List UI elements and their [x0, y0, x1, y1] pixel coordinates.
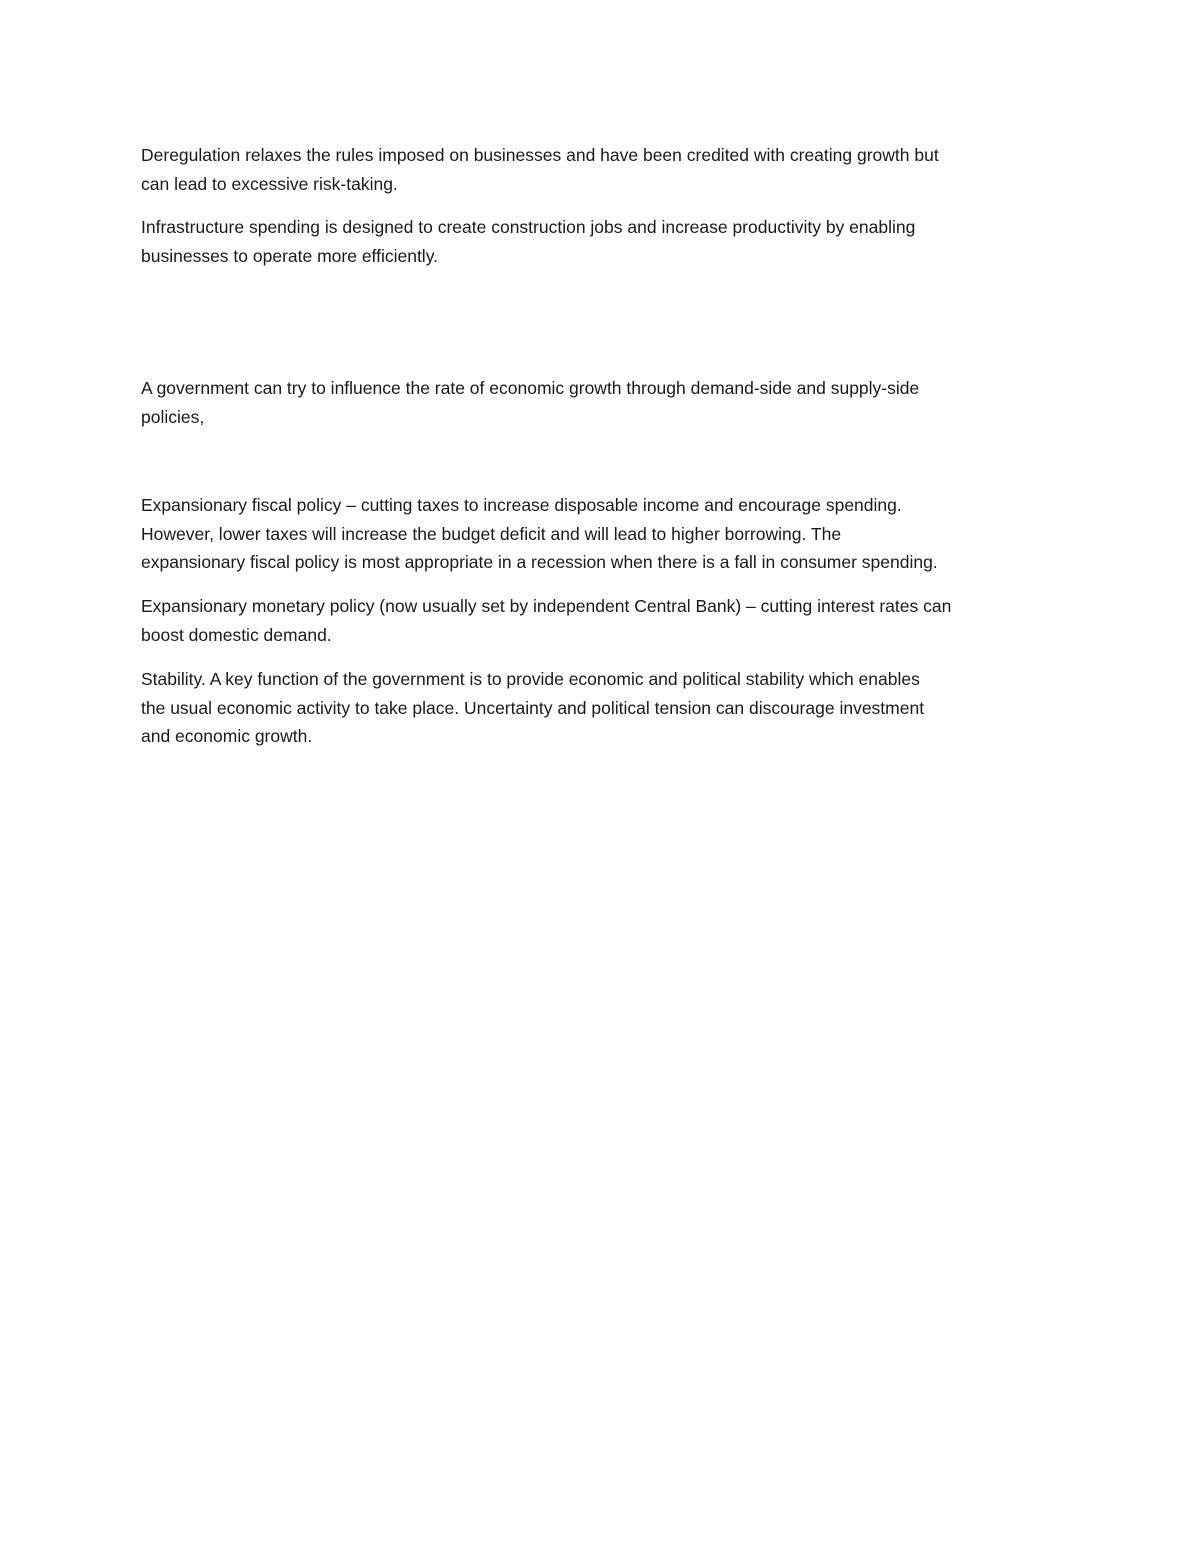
- text-line: and economic growth.: [141, 726, 313, 746]
- paragraph-monetary-policy: [141, 592, 1071, 649]
- text-line: However, lower taxes will increase the budget deficit and will lead to higher borrowing. The: [141, 523, 842, 544]
- text-line: the usual economic activity to take place. Uncertainty and political tension can discourage investment: [141, 697, 925, 718]
- text-line: can lead to excessive risk-taking.: [141, 173, 398, 194]
- paragraph-stability: [141, 665, 1071, 751]
- paragraph-infrastructure: [141, 213, 1071, 270]
- text-line: Deregulation relaxes the rules imposed on businesses and have been credited with creating growth but: [141, 145, 939, 165]
- text-line: Expansionary fiscal policy – cutting taxes to increase disposable income and encourage spending.: [141, 495, 902, 515]
- paragraph-fiscal-policy: [141, 491, 1071, 577]
- paragraph-deregulation: [141, 141, 1071, 198]
- text-line: boost domestic demand.: [141, 624, 332, 645]
- text-line: Expansionary monetary policy (now usually set by independent Central Bank) – cutting interest rates can: [141, 596, 952, 616]
- paragraph-government-influence: [141, 374, 1071, 431]
- text-line: Stability. A key function of the government is to provide economic and political stability which enables: [141, 669, 920, 689]
- text-line: A government can try to influence the rate of economic growth through demand-side and supply-side: [141, 378, 920, 398]
- text-line: policies,: [141, 406, 205, 427]
- text-line: Infrastructure spending is designed to create construction jobs and increase productivity by enabling: [141, 217, 916, 237]
- text-line: businesses to operate more efficiently.: [141, 245, 439, 266]
- text-line: expansionary fiscal policy is most appropriate in a recession when there is a fall in consumer spending.: [141, 552, 938, 572]
